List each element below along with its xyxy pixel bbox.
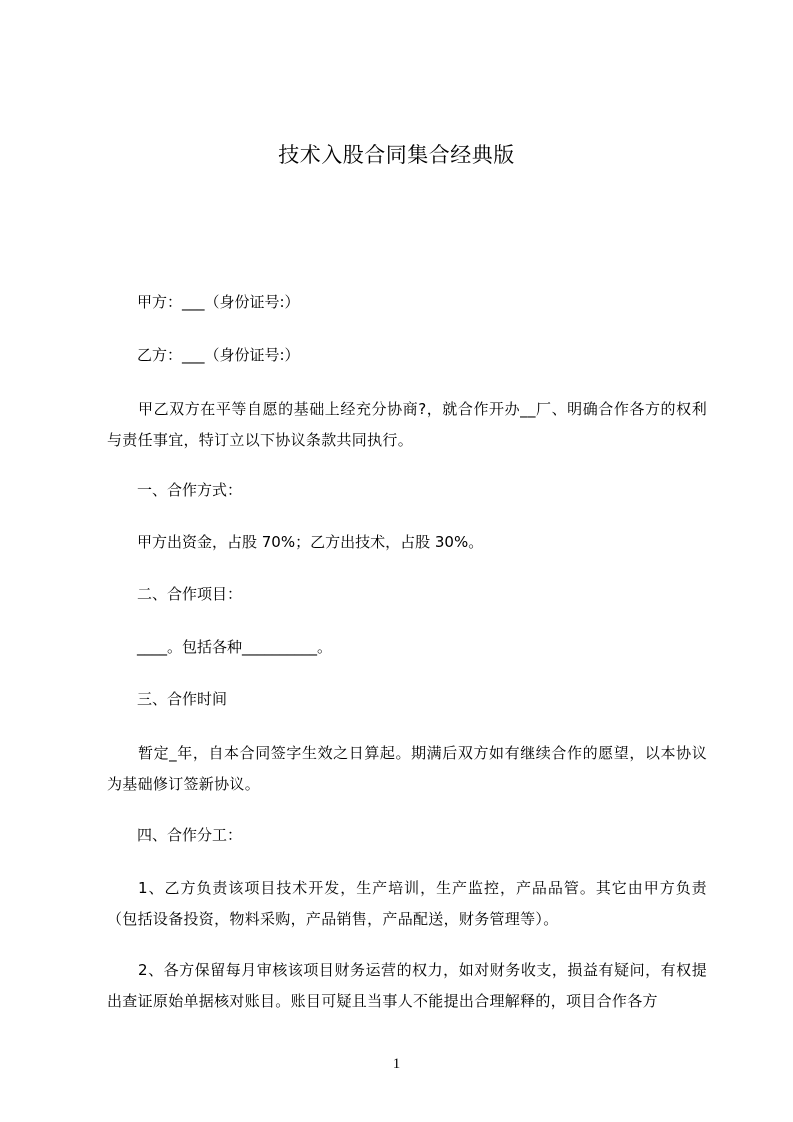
document-title: 技术入股合同集合经典版: [278, 143, 515, 167]
section1-heading: 一、合作方式：: [137, 481, 243, 499]
page-number: 1: [392, 1056, 401, 1072]
section1-body: 甲方出资金，占股 70%；乙方出技术，占股 30%。: [137, 533, 484, 551]
section4-heading: 四、合作分工：: [137, 826, 243, 844]
section3-body: 暂定_年，自本合同签字生效之日算起。期满后双方如有继续合作的愿望，以本协议为基础修订签新协议。: [107, 744, 707, 793]
section4-item-2: 2、各方保留每月审核该项目财务运营的权力，如对财务收支，损益有疑问，有权提出查证原始单据核对账目。账目可疑且当事人不能提出合理解释的，项目合作各方: [107, 961, 707, 1010]
section3-heading: 三、合作时间: [137, 690, 228, 708]
section2-heading: 二、合作项目：: [137, 585, 243, 603]
section4-item-1: 1、乙方负责该项目技术开发，生产培训，生产监控，产品品管。其它由甲方负责（包括设备投资，物料采购，产品销售，产品配送，财务管理等）。: [107, 879, 707, 928]
party-b-line: 乙方：___（身份证号:）: [137, 346, 300, 364]
section2-body: ____。包括各种__________。: [137, 638, 333, 656]
intro-paragraph: 甲乙双方在平等自愿的基础上经充分协商?，就合作开办__厂、明确合作各方的权利与责任事宜，特订立以下协议条款共同执行。: [107, 400, 707, 449]
party-a-line: 甲方：___（身份证号:）: [137, 293, 300, 311]
